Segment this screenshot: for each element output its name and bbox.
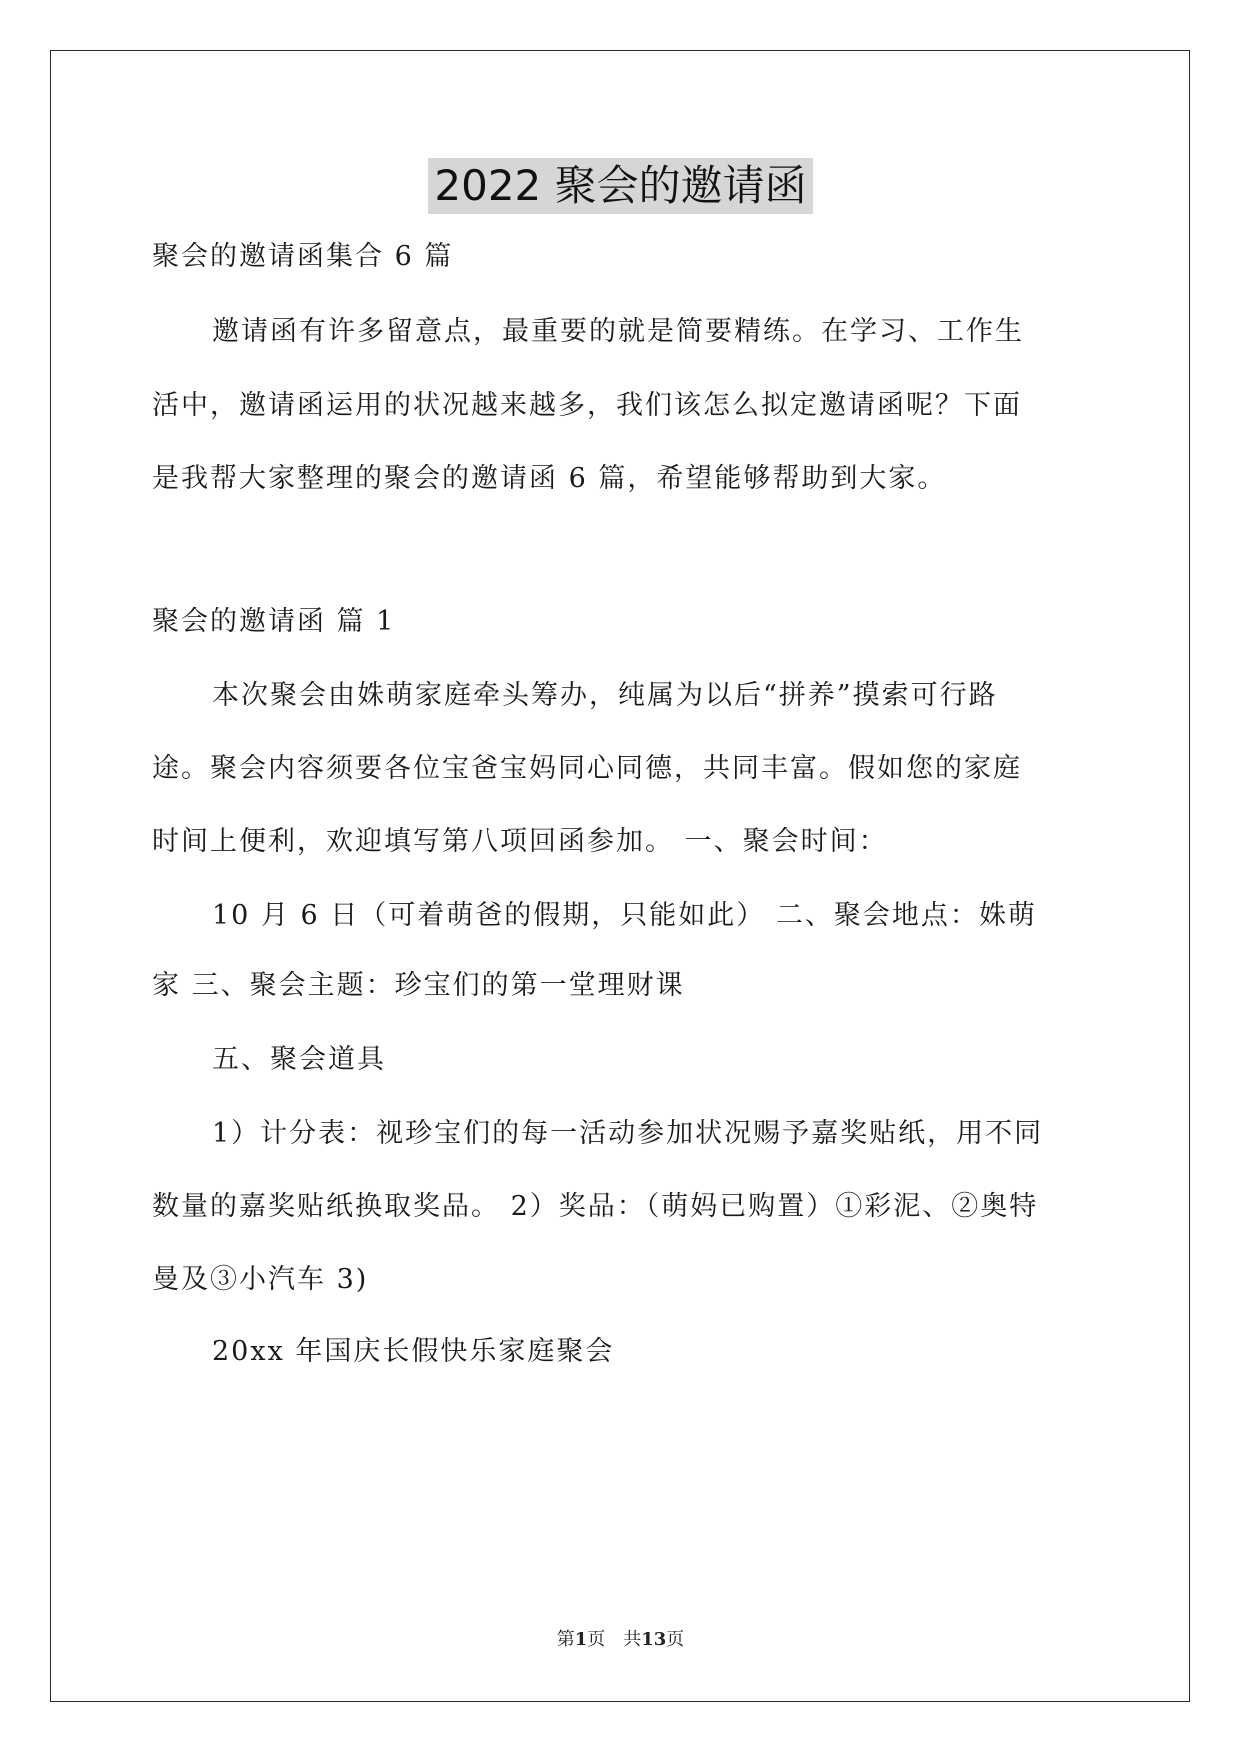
para3-line: 五、聚会道具 bbox=[212, 1044, 386, 1075]
footer-page-current: 1 bbox=[574, 1629, 588, 1650]
para4-line-2: 数量的嘉奖贴纸换取奖品。 2）奖品：（萌妈已购置）①彩泥、②奥特 bbox=[152, 1191, 1039, 1222]
para2-line-2: 家 三、聚会主题：珍宝们的第一堂理财课 bbox=[152, 970, 685, 1001]
title-wrap bbox=[0, 158, 1241, 214]
footer-suffix: 页 bbox=[666, 1629, 685, 1650]
page-footer bbox=[0, 1628, 1241, 1652]
page-border bbox=[50, 50, 1190, 1702]
para4-line-1: 1）计分表：视珍宝们的每一活动参加状况赐予嘉奖贴纸，用不同 bbox=[212, 1118, 1044, 1149]
para1-line-1: 本次聚会由姝萌家庭牵头筹办，纯属为以后“拼养”摸索可行路 bbox=[212, 680, 998, 711]
intro-line-3: 是我帮大家整理的聚会的邀请函 6 篇，希望能够帮助到大家。 bbox=[152, 463, 947, 494]
document-title: 2022 聚会的邀请函 bbox=[428, 158, 812, 214]
footer-page-total: 13 bbox=[641, 1629, 667, 1650]
footer-prefix: 第 bbox=[556, 1629, 575, 1650]
para4-line-3: 曼及③小汽车 3) bbox=[152, 1264, 369, 1295]
para1-line-2: 途。聚会内容须要各位宝爸宝妈同心同德，共同丰富。假如您的家庭 bbox=[152, 753, 1022, 784]
intro-line-2: 活中，邀请函运用的状况越来越多，我们该怎么拟定邀请函呢？下面 bbox=[152, 390, 1022, 421]
para2-line-1: 10 月 6 日（可着萌爸的假期，只能如此） 二、聚会地点：姝萌 bbox=[212, 900, 1037, 931]
section-heading: 聚会的邀请函 篇 1 bbox=[152, 606, 396, 637]
intro-line-1: 邀请函有许多留意点，最重要的就是简要精练。在学习、工作生 bbox=[212, 316, 1024, 347]
footer-mid: 页 共 bbox=[587, 1629, 642, 1650]
document-subtitle: 聚会的邀请函集合 6 篇 bbox=[152, 241, 454, 272]
para5-line: 20xx 年国庆长假快乐家庭聚会 bbox=[212, 1336, 615, 1367]
para1-line-3: 时间上便利，欢迎填写第八项回函参加。 一、聚会时间： bbox=[152, 826, 888, 857]
